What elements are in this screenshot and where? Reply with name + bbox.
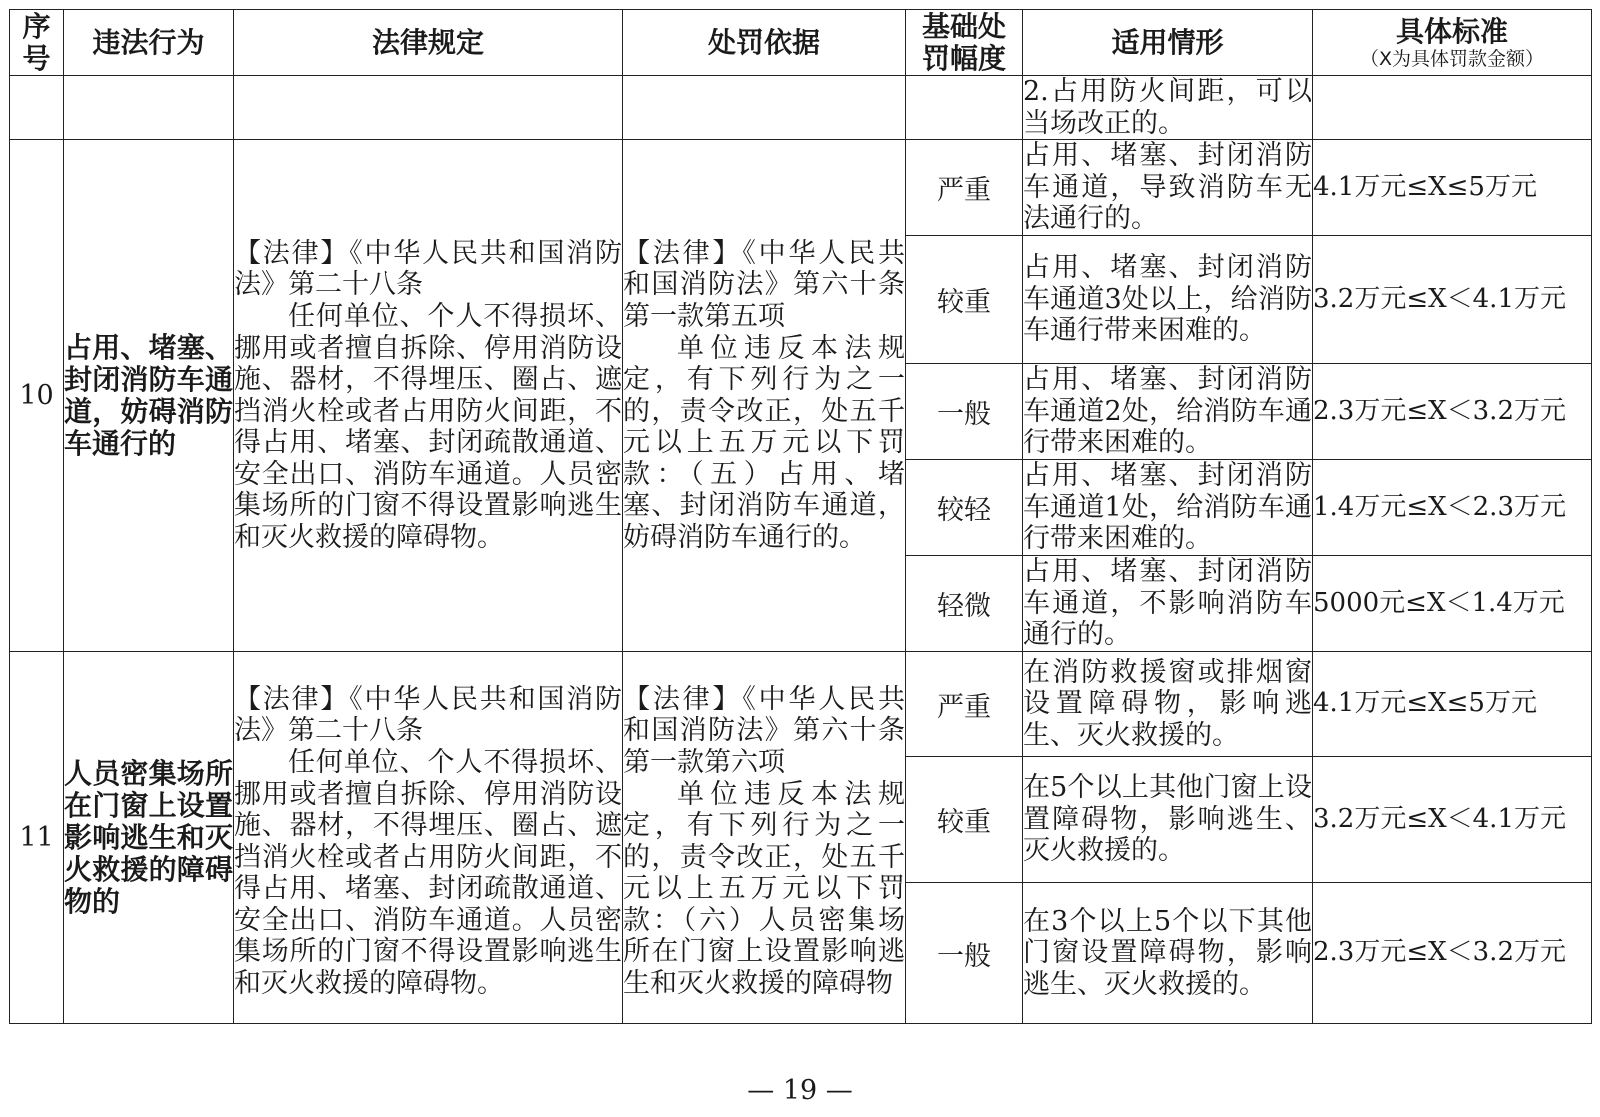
cell-empty (906, 76, 1023, 140)
item-law (234, 140, 623, 652)
level-situation: 占用、堵塞、封闭消防车通道2处，给消防车通行带来困难的。 (1023, 364, 1312, 459)
header-basis: 处罚依据 (623, 10, 906, 76)
level-situation: 占用、堵塞、封闭消防车通道，导致消防车无法通行的。 (1023, 140, 1312, 235)
level-standard: 2.3万元≤X＜3.2万元 (1313, 364, 1592, 460)
table-row (10, 652, 1592, 757)
level-standard: 2.3万元≤X＜3.2万元 (1313, 883, 1592, 1024)
penalty-standards-table (9, 9, 1592, 1024)
level-degree: 轻微 (906, 556, 1023, 652)
level-degree: 较重 (906, 236, 1023, 364)
law-title: 【法律】《中华人民共和国消防法》第二十八条 (234, 237, 622, 301)
cell-empty (623, 76, 906, 140)
level-degree: 较重 (906, 757, 1023, 883)
table-row (10, 140, 1592, 236)
item-act: 占用、堵塞、封闭消防车通道，妨碍消防车通行的 (64, 140, 234, 652)
law-body: 任何单位、个人不得损坏、挪用或者擅自拆除、停用消防设施、器材，不得埋压、圈占、遮挡消火栓或者占用防火间距，不得占用、堵塞、封闭疏散通道、安全出口、消防车通道。人员密集场所的门窗不得设置影响逃生和灭火救援的障碍物。 (234, 746, 622, 1000)
level-standard: 4.1万元≤X≤5万元 (1313, 140, 1592, 236)
header-situation: 适用情形 (1023, 10, 1313, 76)
level-standard: 5000元≤X＜1.4万元 (1313, 556, 1592, 652)
level-standard: 4.1万元≤X≤5万元 (1313, 652, 1592, 757)
level-degree: 严重 (906, 140, 1023, 236)
item-seq: 10 (10, 140, 64, 652)
basis-body: 单位违反本法规定，有下列行为之一的，责令改正，处五千元以上五万元以下罚款：（六）人员密集场所在门窗上设置影响逃生和灭火救援的障碍物 (623, 778, 905, 1000)
header-seq: 序号 (10, 10, 64, 76)
basis-title: 【法律】《中华人民共和国消防法》第六十条第一款第五项 (623, 237, 905, 332)
header-act: 违法行为 (64, 10, 234, 76)
header-standard-note: （X为具体罚款金额） (1359, 47, 1545, 70)
cell-empty (1313, 76, 1592, 140)
level-situation: 占用、堵塞、封闭消防车通道1处，给消防车通行带来困难的。 (1023, 460, 1312, 555)
level-degree: 一般 (906, 883, 1023, 1024)
page-number: — 19 — (747, 1075, 853, 1106)
item-law (234, 652, 623, 1024)
law-title: 【法律】《中华人民共和国消防法》第二十八条 (234, 683, 622, 747)
continuation-situation: 2.占用防火间距，可以当场改正的。 (1023, 76, 1312, 139)
item-basis (623, 652, 906, 1024)
continuation-row (10, 76, 1592, 140)
header-law: 法律规定 (234, 10, 623, 76)
level-situation: 在3个以上5个以下其他门窗设置障碍物，影响逃生、灭火救援的。 (1023, 883, 1313, 1024)
level-standard: 3.2万元≤X＜4.1万元 (1313, 236, 1592, 364)
level-degree: 较轻 (906, 460, 1023, 556)
header-standard (1313, 10, 1592, 76)
level-degree: 一般 (906, 364, 1023, 460)
level-degree: 严重 (906, 652, 1023, 757)
level-situation: 在5个以上其他门窗上设置障碍物，影响逃生、灭火救援的。 (1023, 757, 1313, 883)
cell-empty (64, 76, 234, 140)
item-basis (623, 140, 906, 652)
basis-title: 【法律】《中华人民共和国消防法》第六十条第一款第六项 (623, 683, 905, 778)
level-standard: 1.4万元≤X＜2.3万元 (1313, 460, 1592, 556)
cell-empty (234, 76, 623, 140)
header-standard-label: 具体标准 (1395, 14, 1508, 48)
law-body: 任何单位、个人不得损坏、挪用或者擅自拆除、停用消防设施、器材，不得埋压、圈占、遮挡消火栓或者占用防火间距，不得占用、堵塞、封闭疏散通道、安全出口、消防车通道。人员密集场所的门窗不得设置影响逃生和灭火救援的障碍物。 (234, 300, 622, 554)
level-situation: 占用、堵塞、封闭消防车通道3处以上，给消防车通行带来困难的。 (1023, 236, 1313, 364)
level-situation: 占用、堵塞、封闭消防车通道，不影响消防车通行的。 (1023, 556, 1312, 651)
basis-body: 单位违反本法规定，有下列行为之一的，责令改正，处五千元以上五万元以下罚款：（五）占用、堵塞、封闭消防车通道，妨碍消防车通行的。 (623, 332, 905, 554)
cell-empty (10, 76, 64, 140)
level-situation: 在消防救援窗或排烟窗设置障碍物，影响逃生、灭火救援的。 (1023, 652, 1313, 757)
level-standard: 3.2万元≤X＜4.1万元 (1313, 757, 1592, 883)
item-act: 人员密集场所在门窗上设置影响逃生和灭火救援的障碍物的 (64, 652, 234, 1024)
item-seq: 11 (10, 652, 64, 1024)
header-degree: 基础处罚幅度 (906, 10, 1023, 76)
header-row (10, 10, 1592, 76)
